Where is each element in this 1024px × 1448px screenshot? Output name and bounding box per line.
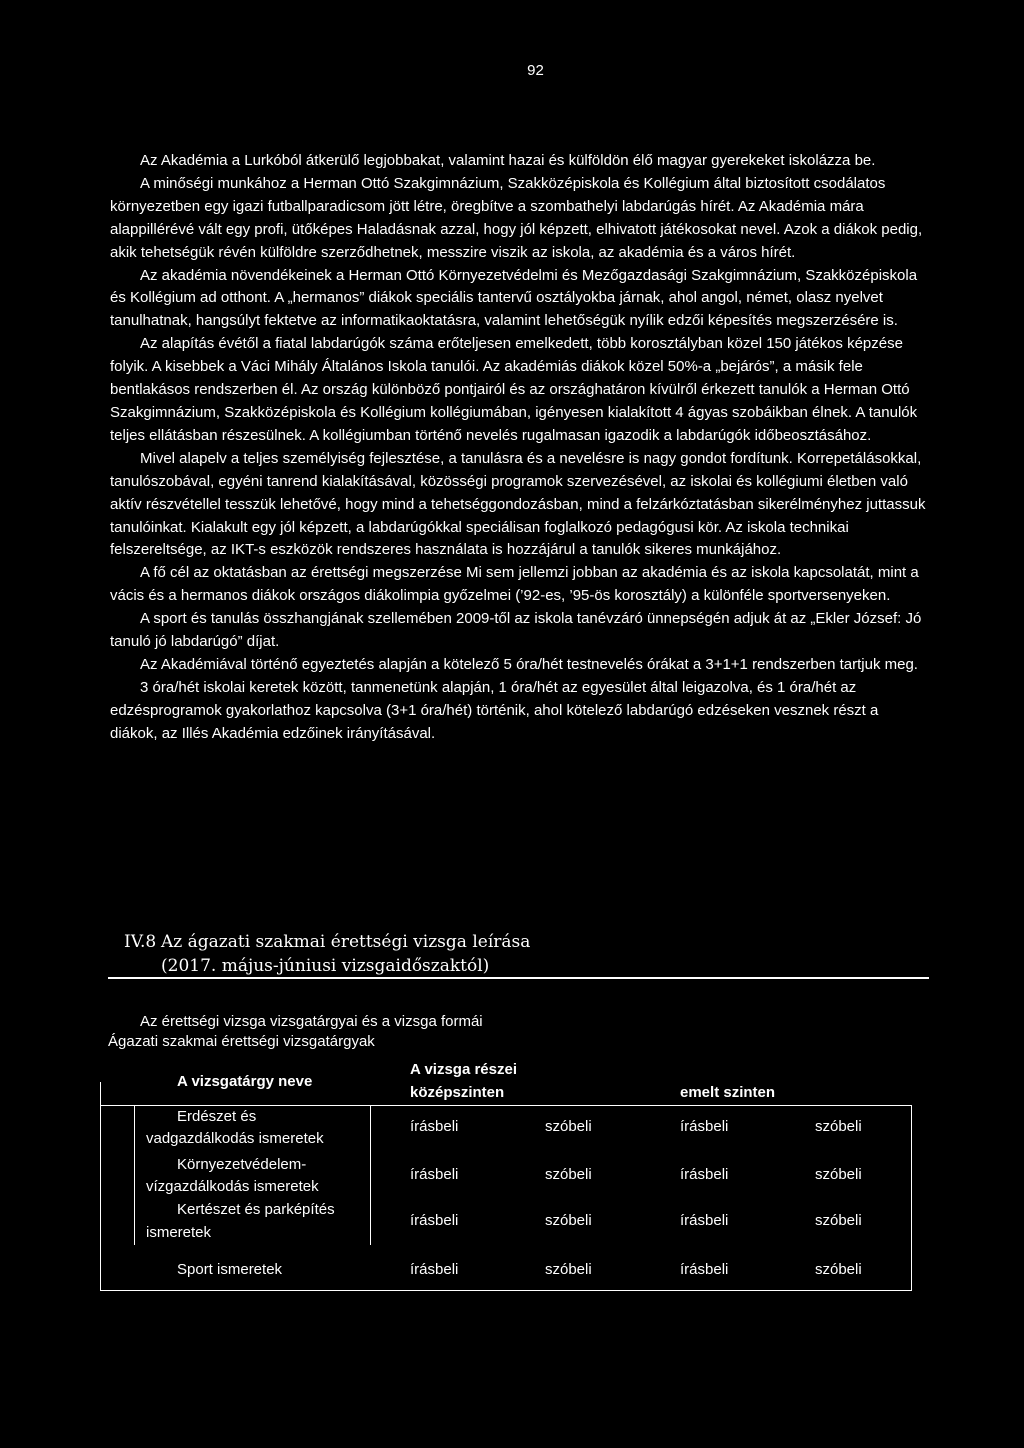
paragraph: 3 óra/hét iskolai keretek között, tanmenetünk alapján, 1 óra/hét az egyesület által leigazolva, és 1 óra/hét az edzésprogramok gyakorlathoz kapcsolva (3+1 óra/hét) történik, ahol kötelező labdarúgó edzéseken vesznek részt a diákok, az Illés Akadémia edzőinek irányításával. (110, 678, 879, 742)
paragraph: A sport és tanulás összhangjának szellemében 2009-től az iskola tanévzáró ünnepségén adjuk át az „Ekler József: Jó tanuló jó labdarúgó” díjat. (110, 610, 922, 651)
page-number: 92 (527, 62, 544, 79)
table-cell: írásbeli (680, 1212, 729, 1229)
header-mid-level: középszinten (410, 1084, 505, 1101)
table-row-name: Erdészet és (177, 1108, 257, 1125)
table-row-name: Környezetvédelem- (177, 1156, 307, 1173)
table-cell: írásbeli (410, 1261, 459, 1278)
table-row-name: ismeretek (146, 1224, 212, 1241)
table-cell: írásbeli (680, 1166, 729, 1183)
header-adv-level: emelt szinten (680, 1084, 776, 1101)
paragraph: Az Akadémiával történő egyeztetés alapján a kötelező 5 óra/hét testnevelés órákat a 3+1+1 rendszerben tartjuk meg. (140, 655, 918, 673)
paragraph: Az alapítás évétől a fiatal labdarúgók száma erőteljesen emelkedett, több korosztályban közel 150 játékos képzése folyik. A kisebbek a Váci Mihály Általános Iskola tanulói. Az akadémiás diákok közel 50%-a „bejárós”, a másik fele bentlakásos rendszerben él. Az ország különböző pontjairól és az országhatáron kívülről érkezett tanulók a Herman Ottó Szakgimnázium, Szakközépiskola és Kollégium kollégiumában, igényesen kialakított 4 ágyas szobáikban élnek. A tanulók teljes ellátásban részesülnek. A kollégiumban történő nevelés rugalmasan igazodik a labdarúgók időbeosztásához. (110, 335, 918, 444)
table-cell: írásbeli (410, 1166, 459, 1183)
table-rule (370, 1105, 371, 1245)
table-cell: írásbeli (680, 1261, 729, 1278)
table-row-name: Sport ismeretek (177, 1261, 283, 1278)
table-cell: szóbeli (815, 1212, 862, 1229)
header-parts: A vizsga részei (410, 1061, 517, 1078)
table-cell: szóbeli (815, 1261, 862, 1278)
exam-subtitle: Ágazati szakmai érettségi vizsgatárgyak (108, 1033, 375, 1050)
table-rule (911, 1105, 912, 1291)
header-subject: A vizsgatárgy neve (177, 1073, 313, 1090)
table-cell: szóbeli (815, 1118, 862, 1135)
heading-rule (108, 977, 929, 979)
table-cell: írásbeli (410, 1212, 459, 1229)
paragraph: A fő cél az oktatásban az érettségi megszerzése Mi sem jellemzi jobban az akadémia és az iskola kapcsolatát, mint a vácis és a hermanos diákok országos diákolimpia győzelmei (’92-es, ’95-ös korosztály) a különféle sportversenyeken. (110, 564, 919, 605)
table-row-name: vadgazdálkodás ismeretek (146, 1130, 324, 1147)
table-row-name: Kertészet és parképítés (177, 1201, 335, 1218)
table-rule (100, 1082, 101, 1291)
paragraph: Mivel alapelv a teljes személyiség fejlesztése, a tanulásra és a nevelésre is nagy gondot fordítunk. Korrepetálásokkal, tanulószobával, egyéni tanrend kialakításával, közösségi programok szervezésével, az iskolai és kollégiumi életben való aktív részvétellel tesszük lehetővé, hogy mind a tehetséggondozásban, mind a felzárkóztatásban sikerélményhez juttassuk tanulóinkat. Kialakult egy jól képzett, a labdarúgókkal speciálisan foglalkozó pedagógusi kör. Az iskola technikai felszereltsége, az IKT-s eszközök rendszeres használata is hozzájárul a tanulók sikeres munkájához. (110, 449, 926, 559)
table-rule (100, 1290, 912, 1291)
table-cell: szóbeli (545, 1212, 592, 1229)
body-text (110, 150, 928, 746)
table-row-name: vízgazdálkodás ismeretek (146, 1178, 319, 1195)
table-cell: írásbeli (410, 1118, 459, 1135)
section-title-line-1: Az ágazati szakmai érettségi vizsga leírása (161, 932, 531, 952)
table-cell: írásbeli (680, 1118, 729, 1135)
paragraph: Az akadémia növendékeinek a Herman Ottó Környezetvédelmi és Mezőgazdasági Szakgimnázium, Szakközépiskola és Kollégium ad otthont. A „hermanos” diákok speciális tantervű osztályokba járnak, ahol angol, német, olasz nyelvet tanulhatnak, hangsúlyt fektetve az informatikaoktatásra, valamint lehetőségük nyílik edzői képesítés megszerzésére is. (110, 266, 918, 330)
section-title-line-2: (2017. május-júniusi vizsgaidőszaktól) (161, 956, 490, 976)
table-rule (134, 1105, 135, 1245)
paragraph: A minőségi munkához a Herman Ottó Szakgimnázium, Szakközépiskola és Kollégium által biztosított csodálatos környezetben egy igazi futballparadicsom jött létre, öregbítve a szombathelyi labdarúgás hírét. Az Akadémia mára alappillérévé vált egy profi, ütőképes Haladásnak azzal, hogy jól képzett, elhivatott játékosokat nevel. Azok a diákok pedig, akik tehetségük révén külföldre szerződhetnek, messzire viszik az iskola, az akadémia és a város hírét. (110, 174, 923, 261)
table-cell: szóbeli (545, 1261, 592, 1278)
table-cell: szóbeli (545, 1118, 592, 1135)
section-number: IV.8 (124, 932, 157, 952)
table-cell: szóbeli (545, 1166, 592, 1183)
exam-intro: Az érettségi vizsga vizsgatárgyai és a vizsga formái (140, 1013, 483, 1030)
table-cell: szóbeli (815, 1166, 862, 1183)
paragraph: Az Akadémia a Lurkóból átkerülő legjobbakat, valamint hazai és külföldön élő magyar gyerekeket iskolázza be. (140, 152, 876, 169)
